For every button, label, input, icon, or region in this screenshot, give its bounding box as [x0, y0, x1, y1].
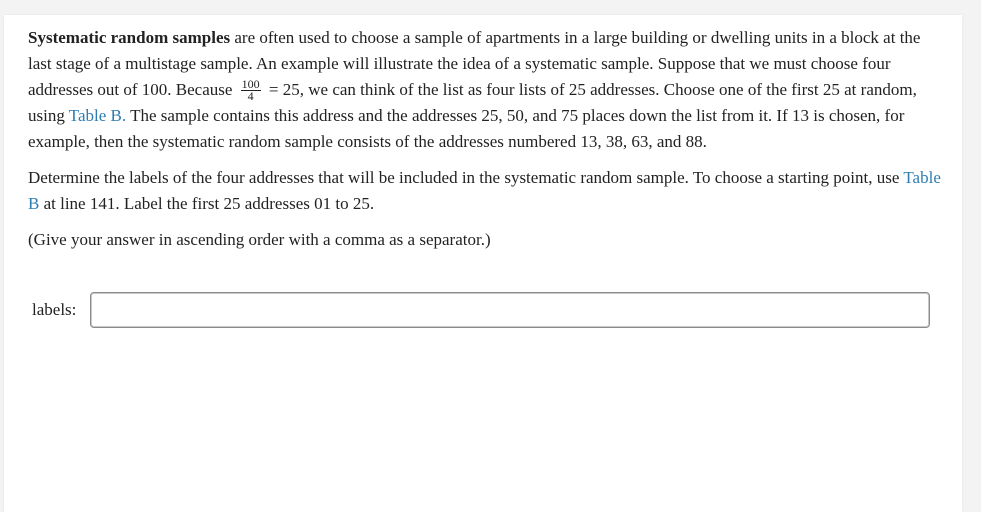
table-b-link[interactable]: Table B. — [68, 106, 127, 125]
intro-text-b: = 25, we can think of the list as four lists of 25 addresses. Choose one of the first 25 at random, using — [28, 80, 917, 125]
task-text-a: Determine the labels of the four addresses that will be included in the systematic random sample. To choose a starting point, use — [28, 168, 904, 187]
question-card — [4, 15, 962, 512]
question-content — [28, 25, 942, 253]
task-paragraph — [28, 165, 942, 217]
table-b-link-2[interactable]: Table B — [28, 168, 941, 213]
intro-text-a: are often used to choose a sample of apartments in a large building or dwelling units in a block at the last stage of a multistage sample. An example will illustrate the idea of a systematic sample. Suppose that we must choose four addresses out of 100. Because — [28, 28, 921, 99]
term-systematic-random-samples: Systematic random samples — [28, 28, 231, 47]
instruction-paragraph: (Give your answer in ascending order with a comma as a separator.) — [28, 230, 491, 249]
fraction-100-over-4 — [241, 79, 261, 102]
intro-paragraph — [28, 25, 942, 155]
task-text-b: at line 141. Label the first 25 addresses 01 to 25. — [39, 194, 375, 213]
answer-row — [32, 292, 930, 328]
answer-label: labels: — [32, 300, 77, 319]
intro-text-c: The sample contains this address and the addresses 25, 50, and 75 places down the list from it. If 13 is chosen, for example, then the systematic random sample consists of the addresses numbered 13, 38, 63, and 88. — [28, 106, 905, 151]
fraction-denominator: 4 — [247, 89, 254, 104]
fraction-numerator: 100 — [241, 77, 260, 92]
labels-input[interactable] — [90, 292, 930, 328]
